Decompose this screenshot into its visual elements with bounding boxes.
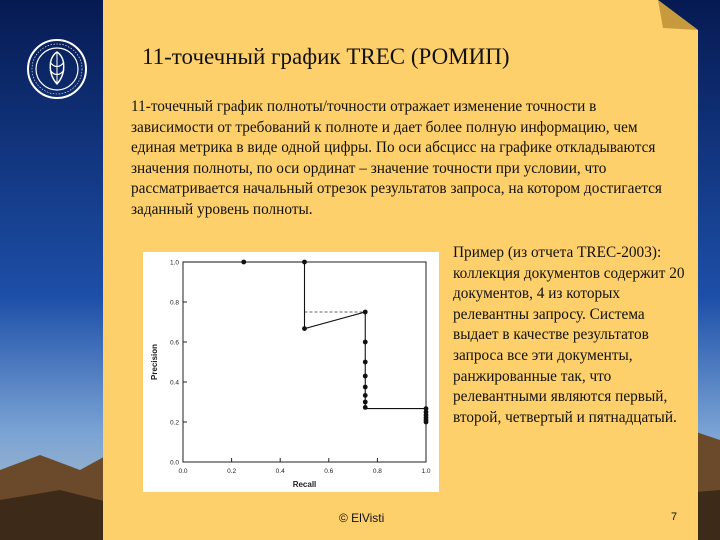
footer-copyright: © ElVisti xyxy=(339,511,385,525)
y-tick-label: 0.2 xyxy=(169,419,179,427)
x-tick-label: 0.6 xyxy=(324,468,334,475)
x-tick-label: 0.2 xyxy=(227,468,237,475)
data-point xyxy=(363,374,368,379)
data-point xyxy=(363,400,368,405)
data-point xyxy=(363,360,368,365)
university-seal-logo xyxy=(26,38,88,100)
y-tick-label: 0.0 xyxy=(169,459,179,467)
data-point xyxy=(363,310,368,315)
x-tick-label: 0.0 xyxy=(178,468,188,475)
y-axis-label: Precision xyxy=(150,343,159,381)
x-tick-label: 1.0 xyxy=(421,468,431,475)
data-point xyxy=(363,393,368,398)
x-axis-label: Recall xyxy=(292,480,317,489)
slide-title: 11-точечный график TREC (РОМИП) xyxy=(142,44,510,69)
data-point xyxy=(424,420,429,425)
data-point xyxy=(363,385,368,390)
data-point xyxy=(241,260,246,265)
page-number: 7 xyxy=(671,511,678,523)
recall-precision-chart xyxy=(143,252,439,492)
data-point xyxy=(363,405,368,410)
x-tick-label: 0.8 xyxy=(372,468,382,475)
page-curl xyxy=(658,0,698,30)
description-text: 11-точечный график полноты/точности отражает изменение точности в зависимости от требований к полноте и дает более полную информацию, чем единая метрика в виде одной цифры. По оси абсцисс на графике откладываются значения полноты, по оси ординат – значение точности при условии, что рассматривается начальный отрезок результатов запроса, на котором достигается заданный уровень полноты. xyxy=(131,98,662,218)
data-point xyxy=(363,340,368,345)
y-tick-label: 0.6 xyxy=(169,339,179,347)
y-tick-label: 0.8 xyxy=(169,299,179,307)
x-tick-label: 0.4 xyxy=(275,468,285,475)
data-point xyxy=(302,326,307,331)
y-tick-label: 0.4 xyxy=(169,379,179,387)
y-tick-label: 1.0 xyxy=(169,259,179,267)
example-text: Пример (из отчета TREC-2003): коллекция документов содержит 20 документов, 4 из которых релевантны запросу. Система выдает в качестве результатов запроса все эти документы, ранжированные так, что релевантными являются первый, второй, четвертый и пятнадцатый. xyxy=(453,244,685,426)
data-point xyxy=(302,260,307,265)
precision-step-line xyxy=(183,262,426,422)
